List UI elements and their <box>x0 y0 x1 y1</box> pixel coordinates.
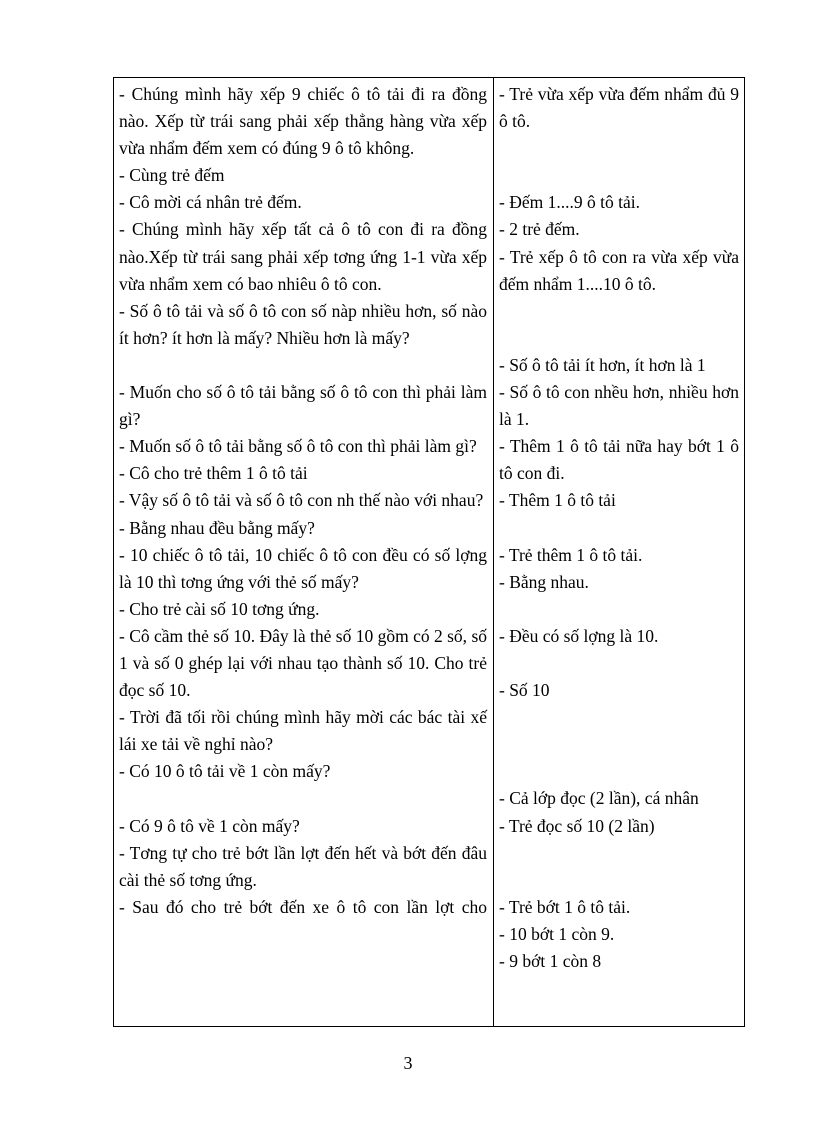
left-line: - Cô cho trẻ thêm 1 ô tô tải <box>119 463 308 484</box>
left-line: - Số ô tô tải và số ô tô con số nàp nhiều hơn, số nào ít hơn? ít hơn là mấy? Nhiều hơn là mấy? <box>119 300 487 348</box>
left-line: - Cô mời cá nhân trẻ đếm. <box>119 192 302 213</box>
left-line: - Có 10 ô tô tải về 1 còn mấy? <box>119 761 331 782</box>
spacer <box>499 840 739 867</box>
child-activity-column <box>499 81 739 975</box>
left-line: - Chúng mình hãy xếp tất cả ô tô con đi ra đồng nào.Xếp từ trái sang phải xếp tơng ứng 1-1 vừa xếp vừa nhẩm xem có bao nhiêu ô tô con. <box>119 219 487 294</box>
right-line: - Số ô tô con nhều hơn, nhiều hơn là 1. <box>499 382 739 430</box>
spacer <box>499 758 739 785</box>
left-line: - Muốn số ô tô tải bằng số ô tô con thì phải làm gì? <box>119 436 477 457</box>
left-line: - Cho trẻ cài số 10 tơng ứng. <box>119 598 320 619</box>
right-line: - Trẻ bớt 1 ô tô tải. <box>499 896 631 917</box>
left-line: - Sau đó cho trẻ bớt đến xe ô tô con lần lợt cho <box>119 896 487 917</box>
spacer <box>499 515 739 542</box>
left-line: - Chúng mình hãy xếp 9 chiếc ô tô tải đi ra đồng nào. Xếp từ trái sang phải xếp thẳng hàng vừa xếp vừa nhẩm đếm xem có đúng 9 ô tô không. <box>119 84 487 159</box>
left-line: - 10 chiếc ô tô tải, 10 chiếc ô tô con đều có số lợng là 10 thì tơng ứng với thẻ số mấy? <box>119 544 487 592</box>
right-line: - Đếm 1....9 ô tô tải. <box>499 192 640 213</box>
column-divider <box>493 78 494 1026</box>
spacer <box>499 731 739 758</box>
left-line: - Có 9 ô tô về 1 còn mấy? <box>119 815 300 836</box>
left-line: - Bằng nhau đều bằng mấy? <box>119 517 315 538</box>
left-line: - Cô cầm thẻ số 10. Đây là thẻ số 10 gồm có 2 số, số 1 và số 0 ghép lại với nhau tạo thành số 10. Cho trẻ đọc số 10. <box>119 625 487 701</box>
spacer <box>499 298 739 325</box>
page-number: 3 <box>403 1053 413 1073</box>
left-line: - Muốn cho số ô tô tải bằng số ô tô con thì phải làm gì? <box>119 382 487 430</box>
left-line: - Trời đã tối rồi chúng mình hãy mời các bác tài xế lái xe tải về nghỉ nào? <box>119 707 487 755</box>
spacer <box>119 785 487 812</box>
right-line: - 10 bớt 1 còn 9. <box>499 923 615 944</box>
spacer <box>499 325 739 352</box>
right-line: - Số ô tô tải ít hơn, ít hơn là 1 <box>499 354 706 375</box>
right-line: - Cả lớp đọc (2 lần), cá nhân <box>499 788 699 809</box>
right-line: - Trẻ vừa xếp vừa đếm nhẩm đủ 9 ô tô. <box>499 84 739 132</box>
right-line: - 9 bớt 1 còn 8 <box>499 951 602 971</box>
right-line: - Bằng nhau. <box>499 571 589 592</box>
right-line: - Số 10 <box>499 680 550 701</box>
spacer <box>499 650 739 677</box>
right-line: - Trẻ xếp ô tô con ra vừa xếp vừa đếm nhẩm 1....10 ô tô. <box>499 246 739 294</box>
spacer <box>499 867 739 894</box>
spacer <box>499 704 739 731</box>
right-line: - Thêm 1 ô tô tải <box>499 490 616 511</box>
right-line: - 2 trẻ đếm. <box>499 219 580 240</box>
lesson-table <box>113 77 745 1027</box>
spacer <box>499 162 739 189</box>
left-line: - Cùng trẻ đếm <box>119 165 225 186</box>
spacer <box>499 135 739 162</box>
right-line: - Trẻ đọc số 10 (2 lần) <box>499 815 655 836</box>
spacer <box>119 352 487 379</box>
teacher-activity-column <box>119 81 487 921</box>
right-line: - Trẻ thêm 1 ô tô tải. <box>499 544 643 565</box>
spacer <box>499 596 739 623</box>
right-line: - Thêm 1 ô tô tải nữa hay bớt 1 ô tô con đi. <box>499 436 739 484</box>
left-line: - Vậy số ô tô tải và số ô tô con nh thế nào với nhau? <box>119 490 484 511</box>
left-line: - Tơng tự cho trẻ bớt lần lợt đến hết và bớt đến đâu cài thẻ số tơng ứng. <box>119 842 487 890</box>
right-line: - Đều có số lợng là 10. <box>499 625 659 646</box>
